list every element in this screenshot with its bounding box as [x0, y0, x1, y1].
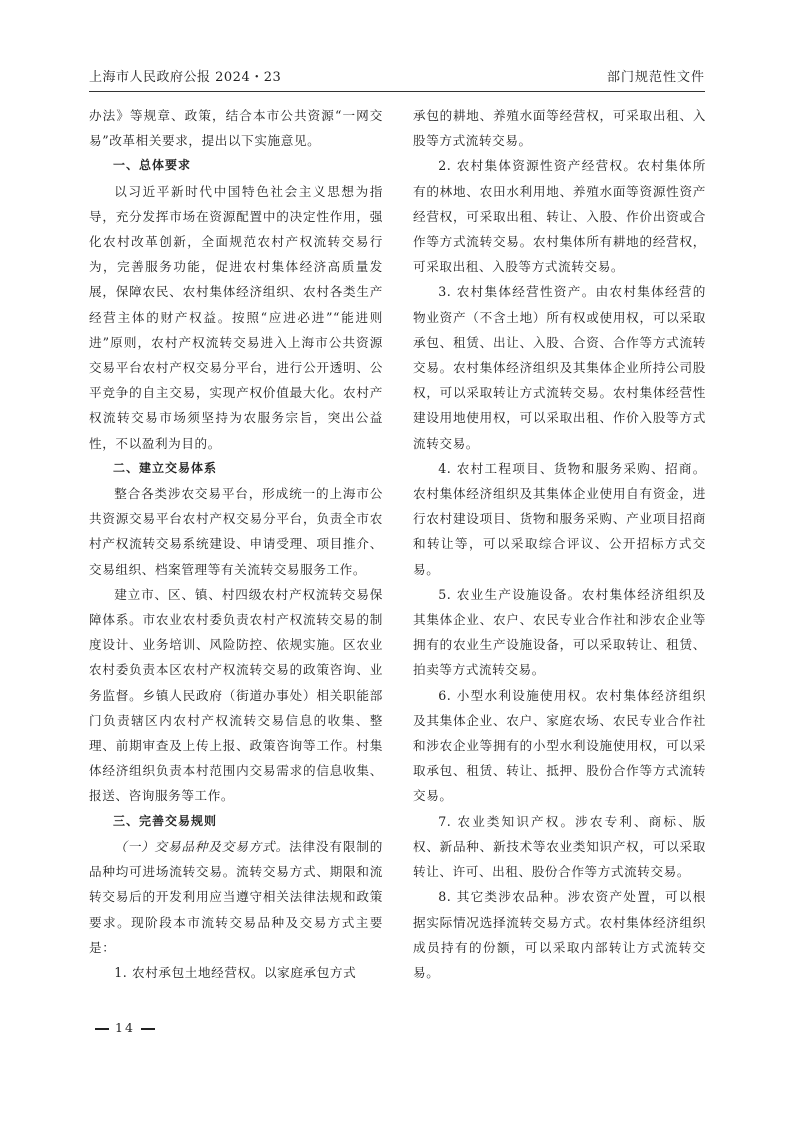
right-column [413, 103, 706, 985]
list-item: 5. 农业生产设施设备。农村集体经济组织及其集体企业、农户、农民专业合作社和涉农企业等拥有的农业生产设施设备，可以采取转让、租赁、拍卖等方式流转交易。 [413, 586, 706, 678]
paragraph-continued: 办法》等规章、政策，结合本市公共资源“一网交易”改革相关要求，提出以下实施意见。 [89, 108, 383, 149]
paragraph: 整合各类涉农交易平台，形成统一的上海市公共资源交易平台农村产权交易分平台，负责全市农村产权流转交易系统建设、申请受理、项目推介、交易组织、档案管理等有关流转交易服务工作。 [89, 486, 383, 577]
publication-title: 上海市人民政府公报 2024・23 [89, 70, 282, 85]
paragraph: 以习近平新时代中国特色社会主义思想为指导，充分发挥市场在资源配置中的决定性作用，强化农村改革创新，全面规范农村产权流转交易行为，完善服务功能，促进农村集体经济高质量发展，保障农民、农村集体经济组织、农村各类生产经营主体的财产权益。按照“应进必进”“能进则进”原则，农村产权流转交易进入上海市公共资源交易平台农村产权交易分平台，进行公开透明、公平竞争的自主交易，实现产权价值最大化。农村产权流转交易市场须坚持为农服务宗旨，突出公益性，不以盈利为目的。 [89, 183, 383, 451]
running-header [89, 64, 705, 88]
list-item: 2. 农村集体资源性资产经营权。农村集体所有的林地、农田水利用地、养殖水面等资源性资产经营权，可采取出租、转让、入股、作价出资或合作等方式流转交易。农村集体所有耕地的经营权，可采取出租、入股等方式流转交易。 [413, 158, 706, 275]
list-item: 1. 农村承包土地经营权。以家庭承包方式 [114, 964, 357, 980]
header-rule [89, 91, 705, 92]
list-item: 3. 农村集体经营性资产。由农村集体经营的物业资产（不含土地）所有权或使用权，可以采取承包、租赁、出让、入股、合资、合作等方式流转交易。农村集体经济组织及其集体企业所持公司股权，可以采取转让方式流转交易。农村集体经营性建设用地使用权，可以采取出租、作价入股等方式流转交易。 [413, 284, 706, 451]
list-item: 8. 其它类涉农品种。涉农资产处置，可以根据实际情况选择流转交易方式。农村集体经济组织成员持有的份额，可以采取内部转让方式流转交易。 [413, 889, 706, 980]
list-item: 6. 小型水利设施使用权。农村集体经济组织及其集体企业、农户、家庭农场、农民专业合作社和涉农企业等拥有的小型水利设施使用权，可以采取承包、租赁、转让、抵押、股份合作等方式流转交易。 [413, 687, 706, 804]
paragraph-text: 法律没有限制的品种均可进场流转交易。流转交易方式、期限和流转交易后的开发利用应当遵守相关法律法规和政策要求。现阶段本市流转交易品种及交易方式主要是： [89, 838, 383, 955]
list-item: 4. 农村工程项目、货物和服务采购、招商。农村集体经济组织及其集体企业使用自有资金，进行农村建设项目、货物和服务采购、产业项目招商和转让等，可以采取综合评议、公开招标方式交易。 [413, 460, 706, 577]
page-number [89, 1020, 161, 1035]
dash-right [141, 1028, 155, 1030]
paragraph-continued: 承包的耕地、养殖水面等经营权，可采取出租、入股等方式流转交易。 [413, 108, 706, 149]
paragraph [89, 834, 383, 960]
section-heading-2: 二、建立交易体系 [113, 460, 218, 475]
left-column [89, 103, 383, 985]
section-heading-3: 三、完善交易规则 [113, 813, 218, 828]
list-item: 7. 农业类知识产权。涉农专利、商标、版权、新品种、新技术等农业类知识产权，可以采取转让、许可、出租、股份合作等方式流转交易。 [413, 813, 706, 880]
page-number-text: 14 [115, 1020, 135, 1035]
section-heading-1: 一、总体要求 [113, 158, 192, 173]
paragraph: 建立市、区、镇、村四级农村产权流转交易保障体系。市农业农村委负责农村产权流转交易的制度设计、业务培训、风险防控、依规实施。区农业农村委负责本区农村产权流转交易的政策咨询、业务监督。乡镇人民政府（街道办事处）相关职能部门负责辖区内农村产权流转交易信息的收集、整理、前期审查及上传上报、政策咨询等工作。村集体经济组织负责本村范围内交易需求的信息收集、报送、咨询服务等工作。 [89, 586, 383, 804]
subsection-lead: （一）交易品种及交易方式。 [114, 838, 290, 854]
section-title: 部门规范性文件 [606, 70, 705, 85]
dash-left [95, 1028, 109, 1030]
